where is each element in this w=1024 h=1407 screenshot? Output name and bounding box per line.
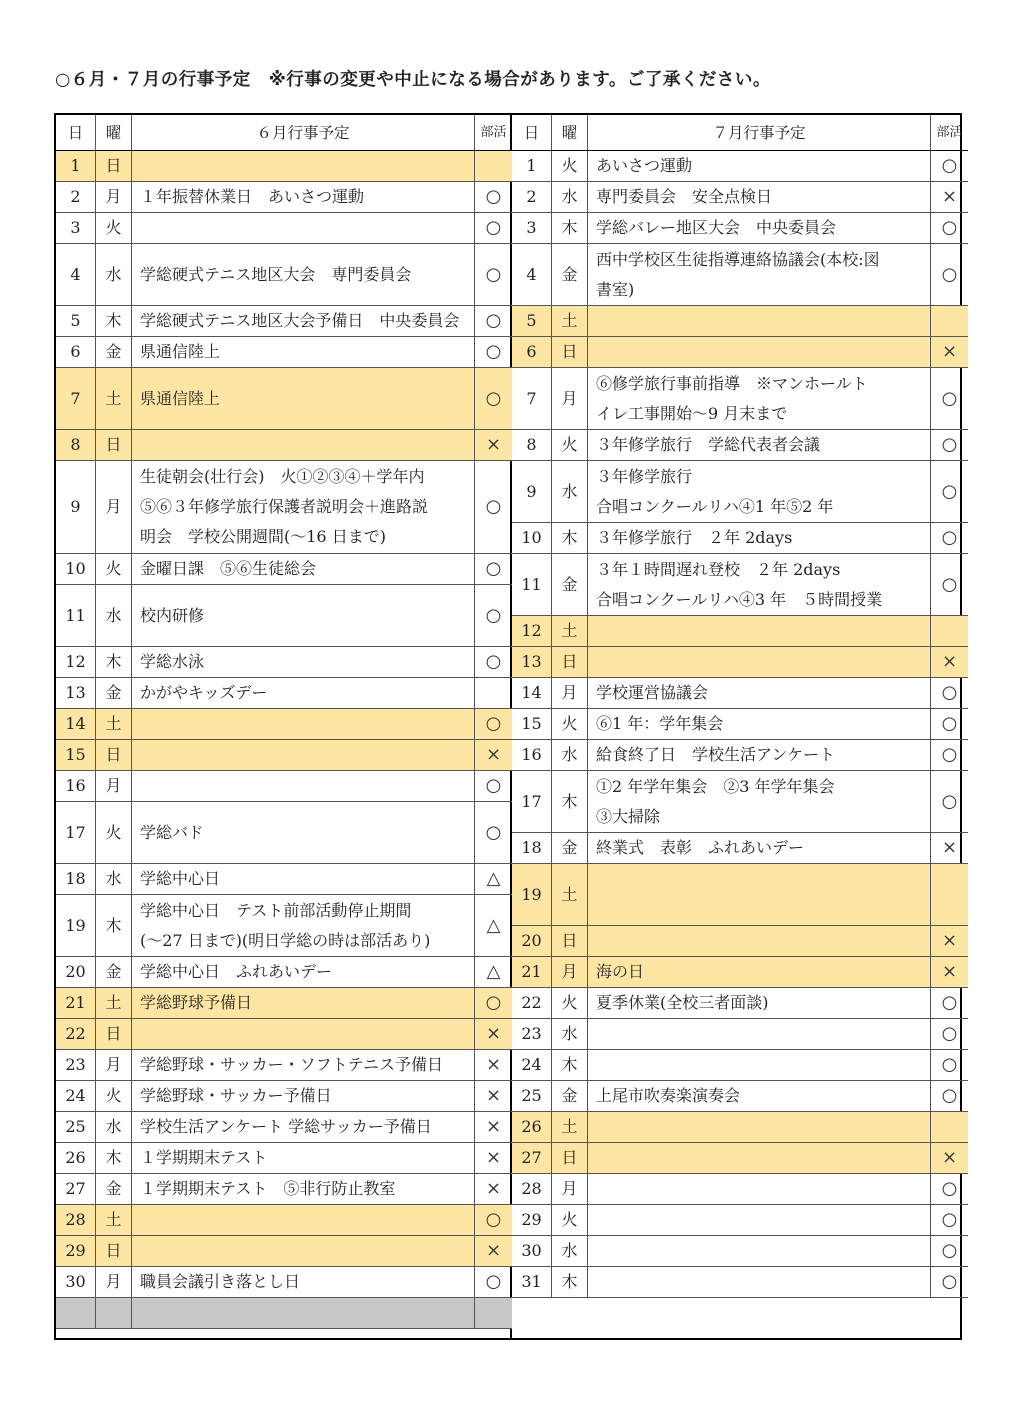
club-status-cell: ○ [931,771,968,833]
day-cell: 18 [56,864,96,895]
club-status-cell: ○ [475,368,512,430]
events-cell: 学総バレー地区大会 中央委員会 [588,213,931,244]
club-status-cell: × [931,957,968,988]
events-cell [588,1019,931,1050]
club-status-cell: × [475,1236,512,1267]
events-cell: あいさつ運動 [588,151,931,182]
day-cell: 6 [512,337,552,368]
schedule-table [54,113,962,1340]
weekday-cell: 日 [552,926,588,957]
events-cell [132,1298,475,1329]
events-cell: １学期期末テスト ⑤非行防止教室 [132,1174,475,1205]
club-status-cell: ○ [475,461,512,554]
day-cell: 15 [512,709,552,740]
day-cell: 7 [512,368,552,430]
day-cell: 8 [56,430,96,461]
day-cell: 29 [56,1236,96,1267]
events-cell: 専門委員会 安全点検日 [588,182,931,213]
day-cell: 21 [56,988,96,1019]
club-status-cell: × [931,926,968,957]
day-cell: 17 [512,771,552,833]
header-club: 部活 [931,115,968,151]
events-cell [588,1143,931,1174]
weekday-cell: 日 [96,1236,132,1267]
events-cell [588,1236,931,1267]
weekday-cell: 水 [552,1236,588,1267]
club-status-cell: △ [475,895,512,957]
weekday-cell: 日 [96,740,132,771]
club-status-cell: ○ [475,802,512,864]
day-cell: 21 [512,957,552,988]
club-status-cell: ○ [931,554,968,616]
club-status-cell: ○ [475,337,512,368]
weekday-cell: 木 [552,1267,588,1298]
club-status-cell: × [931,182,968,213]
club-status-cell: ○ [475,647,512,678]
header-day: 日 [512,115,552,151]
header-weekday: 曜 [552,115,588,151]
events-cell: ⑥1 年：学年集会 [588,709,931,740]
weekday-cell: 金 [552,833,588,864]
events-cell: 海の日 [588,957,931,988]
day-cell: 22 [56,1019,96,1050]
club-status-cell: ○ [931,1205,968,1236]
club-status-cell: ○ [475,988,512,1019]
day-cell: 5 [512,306,552,337]
club-status-cell: ○ [931,1019,968,1050]
day-cell: 16 [512,740,552,771]
events-cell: 西中学校区生徒指導連絡協議会(本校:図 書室) [588,244,931,306]
weekday-cell: 火 [96,1081,132,1112]
events-cell [588,647,931,678]
day-cell: 2 [56,182,96,213]
weekday-cell: 金 [552,1081,588,1112]
club-status-cell: × [475,430,512,461]
events-cell [132,740,475,771]
weekday-cell: 金 [552,554,588,616]
events-cell: ３年修学旅行 学総代表者会議 [588,430,931,461]
day-cell: 11 [56,585,96,647]
events-cell [588,1112,931,1143]
club-status-cell: ○ [931,1236,968,1267]
header-club: 部活 [475,115,512,151]
events-cell: ３年１時間遅れ登校 ２年 2days 合唱コンクールリハ④3 年 ５時間授業 [588,554,931,616]
club-status-cell: ○ [931,461,968,523]
club-status-cell: ○ [931,1174,968,1205]
header-events: ７月行事予定 [588,115,931,151]
day-cell: 25 [512,1081,552,1112]
weekday-cell: 火 [96,213,132,244]
day-cell: 17 [56,802,96,864]
events-cell [132,771,475,802]
july-schedule [512,115,964,1338]
day-cell: 19 [56,895,96,957]
club-status-cell: × [475,1081,512,1112]
weekday-cell: 金 [552,244,588,306]
events-cell [132,151,475,182]
day-cell: 13 [56,678,96,709]
day-cell: 30 [56,1267,96,1298]
day-cell: 18 [512,833,552,864]
club-status-cell: ○ [931,988,968,1019]
day-cell: 12 [56,647,96,678]
club-status-cell: ○ [931,523,968,554]
events-cell [588,864,931,926]
weekday-cell: 火 [552,151,588,182]
weekday-cell: 火 [552,988,588,1019]
header-weekday: 曜 [96,115,132,151]
day-cell: 10 [512,523,552,554]
weekday-cell: 月 [552,1174,588,1205]
club-status-cell: × [475,1174,512,1205]
club-status-cell: × [931,1143,968,1174]
day-cell: 14 [56,709,96,740]
day-cell: 6 [56,337,96,368]
events-cell: 学校生活アンケート 学総サッカー予備日 [132,1112,475,1143]
day-cell: 13 [512,647,552,678]
events-cell [132,1236,475,1267]
events-cell: 学総水泳 [132,647,475,678]
club-status-cell: ○ [931,430,968,461]
club-status-cell: ○ [931,740,968,771]
club-status-cell: ○ [475,306,512,337]
events-cell [132,430,475,461]
weekday-cell: 土 [96,368,132,430]
club-status-cell: ○ [931,1081,968,1112]
day-cell: 26 [56,1143,96,1174]
weekday-cell: 水 [96,585,132,647]
events-cell: 生徒朝会(壮行会) 火①②③④＋学年内 ⑤⑥３年修学旅行保護者説明会＋進路説 明会 学校公開週間(～16 日まで) [132,461,475,554]
events-cell: 学総野球・サッカー予備日 [132,1081,475,1112]
club-status-cell: × [475,1050,512,1081]
weekday-cell: 木 [96,895,132,957]
weekday-cell: 木 [96,306,132,337]
events-cell: １年振替休業日 あいさつ運動 [132,182,475,213]
day-cell: 16 [56,771,96,802]
weekday-cell: 土 [96,988,132,1019]
club-status-cell: ○ [931,213,968,244]
weekday-cell: 水 [96,1112,132,1143]
events-cell: 県通信陸上 [132,337,475,368]
club-status-cell: ○ [475,585,512,647]
weekday-cell: 水 [96,864,132,895]
weekday-cell: 水 [552,182,588,213]
day-cell: 15 [56,740,96,771]
weekday-cell: 土 [96,709,132,740]
day-cell [56,1298,96,1329]
club-status-cell: × [475,1019,512,1050]
weekday-cell: 火 [552,1205,588,1236]
day-cell: 20 [512,926,552,957]
day-cell: 4 [56,244,96,306]
day-cell: 27 [512,1143,552,1174]
club-status-cell: ○ [931,1267,968,1298]
day-cell: 5 [56,306,96,337]
events-cell: 学総中心日 テスト前部活動停止期間 (～27 日まで)(明日学総の時は部活あり) [132,895,475,957]
events-cell [588,1205,931,1236]
weekday-cell: 火 [552,709,588,740]
events-cell [132,1205,475,1236]
weekday-cell: 月 [96,461,132,554]
events-cell: ３年修学旅行 ２年 2days [588,523,931,554]
day-cell: 23 [56,1050,96,1081]
weekday-cell: 日 [552,647,588,678]
events-cell: 校内研修 [132,585,475,647]
day-cell: 29 [512,1205,552,1236]
day-cell: 30 [512,1236,552,1267]
weekday-cell: 木 [552,523,588,554]
day-cell: 26 [512,1112,552,1143]
club-status-cell: △ [475,957,512,988]
day-cell: 20 [56,957,96,988]
club-status-cell: ○ [931,709,968,740]
weekday-cell: 木 [96,1143,132,1174]
club-status-cell: ○ [931,678,968,709]
weekday-cell: 水 [552,740,588,771]
weekday-cell: 月 [552,368,588,430]
day-cell: 28 [512,1174,552,1205]
events-cell [588,1050,931,1081]
events-cell [132,709,475,740]
weekday-cell: 月 [96,182,132,213]
weekday-cell: 木 [552,213,588,244]
day-cell: 31 [512,1267,552,1298]
day-cell: 9 [56,461,96,554]
header-events: ６月行事予定 [132,115,475,151]
june-schedule [56,115,512,1338]
events-cell: 終業式 表彰 ふれあいデー [588,833,931,864]
events-cell: 職員会議引き落とし日 [132,1267,475,1298]
day-cell: 3 [56,213,96,244]
day-cell: 1 [56,151,96,182]
day-cell: 14 [512,678,552,709]
events-cell: 金曜日課 ⑤⑥生徒総会 [132,554,475,585]
club-status-cell [931,1112,968,1143]
club-status-cell: ○ [931,151,968,182]
events-cell: 県通信陸上 [132,368,475,430]
events-cell [588,337,931,368]
events-cell: 給食終了日 学校生活アンケート [588,740,931,771]
events-cell: 学総中心日 [132,864,475,895]
weekday-cell: 日 [552,1143,588,1174]
club-status-cell [931,616,968,647]
weekday-cell: 火 [96,802,132,864]
events-cell: ３年修学旅行 合唱コンクールリハ④1 年⑤2 年 [588,461,931,523]
events-cell: かがやキッズデー [132,678,475,709]
club-status-cell: ○ [475,771,512,802]
weekday-cell: 土 [552,1112,588,1143]
weekday-cell: 月 [552,957,588,988]
day-cell: 25 [56,1112,96,1143]
club-status-cell: × [475,1112,512,1143]
club-status-cell [931,864,968,926]
day-cell: 9 [512,461,552,523]
weekday-cell: 月 [96,1050,132,1081]
events-cell: 学校運営協議会 [588,678,931,709]
weekday-cell: 金 [96,337,132,368]
weekday-cell: 月 [96,771,132,802]
weekday-cell: 土 [552,616,588,647]
events-cell: 学総中心日 ふれあいデー [132,957,475,988]
events-cell [588,926,931,957]
events-cell: 学総バド [132,802,475,864]
events-cell [588,1267,931,1298]
club-status-cell: × [475,740,512,771]
club-status-cell: ○ [475,1267,512,1298]
events-cell [132,1019,475,1050]
weekday-cell: 月 [552,678,588,709]
day-cell: 23 [512,1019,552,1050]
weekday-cell: 火 [96,554,132,585]
weekday-cell: 土 [552,864,588,926]
day-cell: 24 [56,1081,96,1112]
club-status-cell: × [931,337,968,368]
day-cell: 4 [512,244,552,306]
day-cell: 28 [56,1205,96,1236]
club-status-cell: ○ [475,182,512,213]
events-cell: １学期期末テスト [132,1143,475,1174]
day-cell: 27 [56,1174,96,1205]
events-cell: 学総野球予備日 [132,988,475,1019]
events-cell [588,1174,931,1205]
club-status-cell: ○ [475,1205,512,1236]
weekday-cell: 日 [96,151,132,182]
club-status-cell: × [931,833,968,864]
weekday-cell: 金 [96,678,132,709]
club-status-cell: ○ [931,368,968,430]
weekday-cell: 日 [96,1019,132,1050]
events-cell [588,616,931,647]
events-cell: 学総硬式テニス地区大会 専門委員会 [132,244,475,306]
weekday-cell: 水 [96,244,132,306]
day-cell: 3 [512,213,552,244]
club-status-cell: ○ [475,554,512,585]
weekday-cell: 木 [552,1050,588,1081]
day-cell: 2 [512,182,552,213]
club-status-cell [931,306,968,337]
club-status-cell [475,1298,512,1329]
events-cell [588,306,931,337]
weekday-cell: 土 [552,306,588,337]
events-cell: 夏季休業(全校三者面談) [588,988,931,1019]
weekday-cell: 土 [96,1205,132,1236]
events-cell: 学総野球・サッカー・ソフトテニス予備日 [132,1050,475,1081]
day-cell: 11 [512,554,552,616]
day-cell: 1 [512,151,552,182]
weekday-cell [96,1298,132,1329]
club-status-cell: ○ [475,213,512,244]
events-cell [132,213,475,244]
header-day: 日 [56,115,96,151]
page-title: ○６月・７月の行事予定 ※行事の変更や中止になる場合があります。ご了承ください。 [55,70,771,90]
events-cell: ①2 年学年集会 ②3 年学年集会 ③大掃除 [588,771,931,833]
weekday-cell: 木 [96,647,132,678]
weekday-cell: 月 [96,1267,132,1298]
club-status-cell: ○ [475,709,512,740]
weekday-cell: 木 [552,771,588,833]
club-status-cell: ○ [931,1050,968,1081]
day-cell: 12 [512,616,552,647]
weekday-cell: 水 [552,1019,588,1050]
club-status-cell: ○ [475,244,512,306]
weekday-cell: 水 [552,461,588,523]
weekday-cell: 金 [96,957,132,988]
events-cell: ⑥修学旅行事前指導 ※マンホールト イレ工事開始～9 月末まで [588,368,931,430]
events-cell: 上尾市吹奏楽演奏会 [588,1081,931,1112]
day-cell: 10 [56,554,96,585]
day-cell: 19 [512,864,552,926]
day-cell: 22 [512,988,552,1019]
events-cell: 学総硬式テニス地区大会予備日 中央委員会 [132,306,475,337]
club-status-cell [475,678,512,709]
club-status-cell: ○ [931,244,968,306]
weekday-cell: 金 [96,1174,132,1205]
club-status-cell: × [931,647,968,678]
weekday-cell: 日 [552,337,588,368]
day-cell: 24 [512,1050,552,1081]
club-status-cell: × [475,1143,512,1174]
weekday-cell: 日 [96,430,132,461]
club-status-cell: △ [475,864,512,895]
club-status-cell [475,151,512,182]
day-cell: 7 [56,368,96,430]
weekday-cell: 火 [552,430,588,461]
day-cell: 8 [512,430,552,461]
